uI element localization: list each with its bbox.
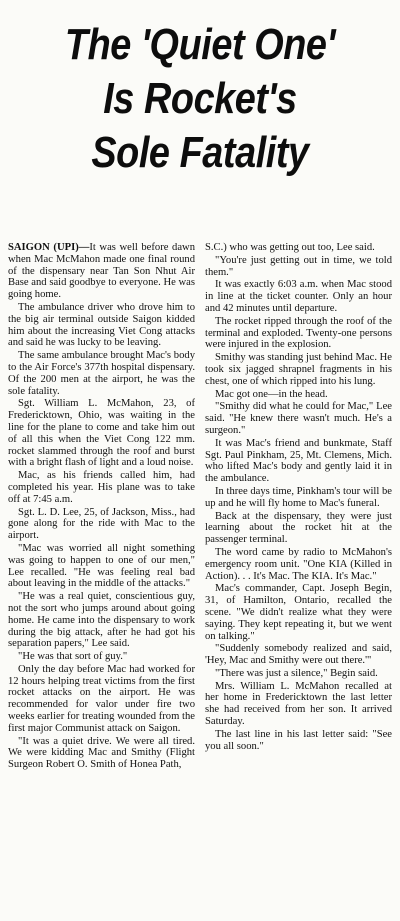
headline-line-3: Sole Fatality xyxy=(91,128,309,177)
paragraph: The word came by radio to McMahon's emergency room unit. "One KIA (Killed in Action). . . It's Mac. The KIA. It's Mac." xyxy=(205,546,392,582)
paragraph: Mrs. William L. McMahon recalled at her home in Fredericktown the last letter she had received from her son. It arrived Saturday. xyxy=(205,680,392,728)
paragraph: It was exactly 6:03 a.m. when Mac stood in line at the ticket counter. Only an hour and 42 minutes until departure. xyxy=(205,279,392,314)
headline-line-1: The 'Quiet One' xyxy=(64,20,336,69)
article-body xyxy=(8,242,392,921)
paragraph: Sgt. L. D. Lee, 25, of Jackson, Miss., had gone along for the ride with Mac to the airport. xyxy=(8,506,195,542)
paragraph: "He was a real quiet, conscientious guy, not the sort who jumps around about going home. He came into the dispensary to work during the big attack, after he had got his separation papers," Lee said. xyxy=(8,591,195,650)
left-column xyxy=(8,242,195,921)
right-column xyxy=(205,242,392,921)
paragraph: The ambulance driver who drove him to the big air terminal outside Saigon kidded him about the increasing Viet Cong attacks and said he was lucky to be leaving. xyxy=(8,301,195,349)
paragraph: The last line in his last letter said: "See you all soon." xyxy=(205,728,392,752)
paragraph: "Smithy did what he could for Mac," Lee said. "He knew there wasn't much. He's a surgeon." xyxy=(205,401,392,436)
paragraph: "You're just getting out in time, we told them." xyxy=(205,254,392,278)
paragraph: The rocket ripped through the roof of the terminal and exploded. Twenty-one persons were injured in the explosion. xyxy=(205,315,392,351)
dateline: SAIGON (UPI)— xyxy=(8,242,90,253)
paragraph: Sgt. William L. McMahon, 23, of Fredericktown, Ohio, was waiting in the line for the plane to come and take him out of all this when the Viet Cong 122 mm. rocket slammed through the roof and burst with a bright flash of light and a loud noise. xyxy=(8,398,195,469)
paragraph: Back at the dispensary, they were just learning about the rocket hit at the passenger terminal. xyxy=(205,510,392,546)
paragraph: Mac's commander, Capt. Joseph Begin, 31, of Hamilton, Ontario, recalled the scene. "We didn't realize what they were saying. They kept repeating it, but we went on talking." xyxy=(205,583,392,642)
paragraph: "Mac was worried all night something was going to happen to one of our men," Lee recalled. "He was feeling real bad about leaving in the middle of the attacks." xyxy=(8,542,195,590)
headline-line-2: Is Rocket's xyxy=(103,74,297,123)
paragraph: "It was a quiet drive. We were all tired. We were kidding Mac and Smithy (Flight Surgeon Robert O. Smith of Honea Path, xyxy=(8,735,195,771)
paragraph xyxy=(8,242,195,301)
paragraph: Only the day before Mac had worked for 12 hours helping treat victims from the first rocket attacks on the airport. He was recommended for valor under fire two weeks earlier for treating wounded from the first major Communist attack on Saigon. xyxy=(8,663,195,734)
headline xyxy=(28,0,372,180)
paragraph: S.C.) who was getting out too, Lee said. xyxy=(205,242,375,253)
paragraph-text: It was well before dawn when Mac McMahon made one final round of the dispensary near Tan Son Nhut Air Base and said goodbye to everyone. He was going home. xyxy=(8,242,195,301)
paragraph: It was Mac's friend and bunkmate, Staff Sgt. Paul Pinkham, 25, Mt. Clemens, Mich. who lifted Mac's body and gently laid it in the ambulance. xyxy=(205,437,392,485)
paragraph: Mac, as his friends called him, had completed his year. His plane was to take off at 7:45 a.m. xyxy=(8,470,195,505)
paragraph: In three days time, Pinkham's tour will be up and he will fly home to Mac's funeral. xyxy=(205,485,392,509)
paragraph: Smithy was standing just behind Mac. He took six jagged shrapnel fragments in his chest, one of which ripped into his lung. xyxy=(205,352,392,387)
paragraph: "He was that sort of guy." xyxy=(18,651,128,663)
paragraph: The same ambulance brought Mac's body to the Air Force's 377th hospital dispensary. Of the 200 men at the airport, he was the sole fatality. xyxy=(8,350,195,397)
paragraph: "Suddenly somebody realized and said, 'Hey, Mac and Smithy were out there.'" xyxy=(205,643,392,667)
paragraph: "There was just a silence," Begin said. xyxy=(215,667,378,679)
paragraph: Mac got one—in the head. xyxy=(215,388,328,400)
